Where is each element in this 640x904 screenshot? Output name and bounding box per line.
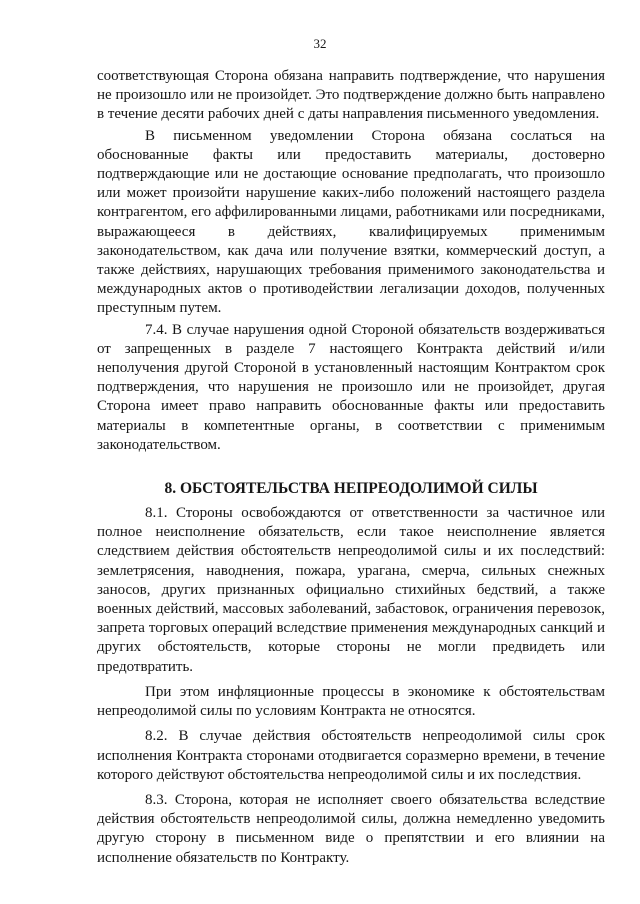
paragraph-continuation: соответствующая Сторона обязана направить подтверждение, что нарушения не произошло или не произойдет. Это подтверждение должно быть направлено в течение десяти рабочих дней с даты направления письменного уведомления. <box>97 68 605 123</box>
section-heading-force-majeure: 8. ОБСТОЯТЕЛЬСТВА НЕПРЕОДОЛИМОЙ СИЛЫ <box>164 480 538 498</box>
paragraph-inflation-note: При этом инфляционные процессы в экономике к обстоятельствам непреодолимой силы по условиям Контракта не относятся. <box>97 683 605 720</box>
paragraph-8-3: 8.3. Сторона, которая не исполняет своего обязательства вследствие действия обстоятельств непреодолимой силы, должна немедленно уведомить другую сторону в письменном виде о препятствии и его влиянии на исполнение обязательств по Контракту. <box>97 791 605 866</box>
paragraph-notice-requirements: В письменном уведомлении Сторона обязана сослаться на обоснованные факты или предоставить материалы, достоверно подтверждающие или не достающие основание предполагать, что произошло или может произойти нарушение каких-либо положений настоящего раздела контрагентом, его аффилированными лицами, работниками или посредниками, выражающееся в действиях, квалифицируемых применимым законодательством, как дача или получение взятки, коммерческий доступ, а также действиях, нарушающих требования применимого законодательства и международных актов о противодействии легализации доходов, полученных преступным путем. <box>97 127 605 317</box>
paragraph-8-1: 8.1. Стороны освобождаются от ответственности за частичное или полное неисполнение обязательств, если такое неисполнение является следствием действия обстоятельств непреодолимой силы и их последствий: землетрясения, наводнения, пожара, урагана, смерча, сильных снежных заносов, других признанных официально стихийных бедствий, а также военных действий, массовых заболеваний, забастовок, ограничения перевозок, запрета торговых операций вследствие применения международных санкций и других обстоятельств, которые стороны не могли предвидеть или предотвратить. <box>97 505 605 675</box>
document-body <box>97 67 605 868</box>
paragraph-7-4: 7.4. В случае нарушения одной Стороной обязательств воздерживаться от запрещенных в разделе 7 настоящего Контракта действий и/или неполучения другой Стороной в установленный настоящим Контрактом срок подтверждения, что нарушения не произошло или не произойдет, другая Сторона имеет право направить обоснованные факты или предоставить материалы в компетентные органы, в соответствии с применимым законодательством. <box>97 321 605 453</box>
page-number: 32 <box>313 36 327 51</box>
paragraph-8-2: 8.2. В случае действия обстоятельств непреодолимой силы срок исполнения Контракта сторонами отодвигается соразмерно времени, в течение которого действуют обстоятельства непреодолимой силы и их последствия. <box>97 728 605 783</box>
